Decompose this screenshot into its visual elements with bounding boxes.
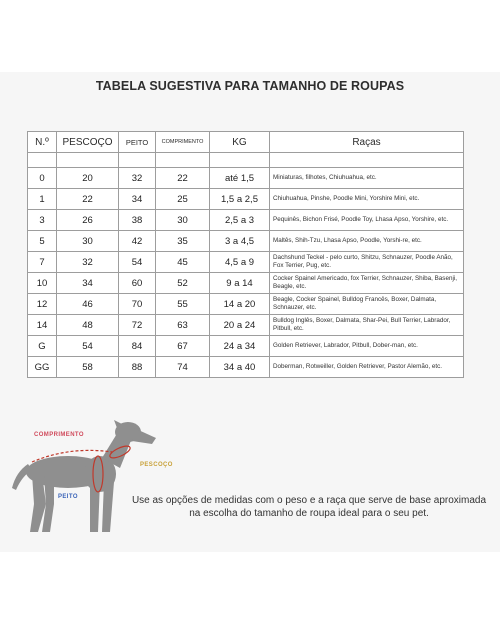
caption-text: Use as opções de medidas com o peso e a raça que serve de base aproximada na escolha do tamanho de roupa ideal para o seu pet. xyxy=(131,495,487,519)
header-comprimento: COMPRIMENTO xyxy=(156,132,210,153)
pescoco-cell: 58 xyxy=(57,357,119,378)
peito-label: PEITO xyxy=(58,494,78,500)
pescoco-cell: 54 xyxy=(57,336,119,357)
pescoco-cell: 22 xyxy=(57,189,119,210)
pescoco-label: PESCOÇO xyxy=(140,462,173,468)
kg-cell: 2,5 a 3 xyxy=(210,210,270,231)
comprimento-cell: 55 xyxy=(156,294,210,315)
racas-cell: Dachshund Teckel - pelo curto, Shitzu, Schnauzer, Poodle Anão, Fox Terrier, Pug, etc. xyxy=(270,252,464,273)
numero-cell: 0 xyxy=(28,168,57,189)
peito-cell: 60 xyxy=(119,273,156,294)
table-header-row xyxy=(28,132,464,153)
pescoco-cell: 48 xyxy=(57,315,119,336)
peito-cell: 88 xyxy=(119,357,156,378)
racas-cell: Cocker Spainel Americado, fox Terrier, Schnauzer, Shiba, Basenji, Beagle, etc. xyxy=(270,273,464,294)
comprimento-cell: 25 xyxy=(156,189,210,210)
racas-cell: Golden Retriever, Labrador, Pitbull, Dober-man, etc. xyxy=(270,336,464,357)
header-racas: Raças xyxy=(270,132,464,153)
header-kg: KG xyxy=(210,132,270,153)
kg-cell: 20 a 24 xyxy=(210,315,270,336)
empty-cell xyxy=(270,153,464,168)
racas-cell: Chiuhuahua, Pinshe, Poodle Mini, Yorshire Mini, etc. xyxy=(270,189,464,210)
table-row xyxy=(28,168,464,189)
peito-cell: 42 xyxy=(119,231,156,252)
pescoco-cell: 20 xyxy=(57,168,119,189)
racas-cell: Doberman, Rotweiller, Golden Retriever, Pastor Alemão, etc. xyxy=(270,357,464,378)
pescoco-cell: 46 xyxy=(57,294,119,315)
table-row xyxy=(28,189,464,210)
racas-cell: Pequinês, Bichon Frisé, Poodle Toy, Lhasa Apso, Yorshire, etc. xyxy=(270,210,464,231)
header-pescoco: PESCOÇO xyxy=(57,132,119,153)
comprimento-cell: 35 xyxy=(156,231,210,252)
kg-cell: 1,5 a 2,5 xyxy=(210,189,270,210)
peito-cell: 72 xyxy=(119,315,156,336)
comprimento-cell: 67 xyxy=(156,336,210,357)
pescoco-cell: 30 xyxy=(57,231,119,252)
pescoco-cell: 32 xyxy=(57,252,119,273)
racas-cell: Bulldog Inglês, Boxer, Dalmata, Shar-Pei, Bull Terrier, Labrador, Pitbull, etc. xyxy=(270,315,464,336)
racas-cell: Beagle, Cocker Spainel, Bulldog Francês, Boxer, Dalmata, Schnauzer, etc. xyxy=(270,294,464,315)
page-title: TABELA SUGESTIVA PARA TAMANHO DE ROUPAS xyxy=(95,79,405,93)
table-row xyxy=(28,336,464,357)
table-spacer-row xyxy=(28,153,464,168)
table-row xyxy=(28,315,464,336)
numero-cell: GG xyxy=(28,357,57,378)
table-row xyxy=(28,294,464,315)
numero-cell: 1 xyxy=(28,189,57,210)
peito-cell: 84 xyxy=(119,336,156,357)
table-row xyxy=(28,273,464,294)
comprimento-label: COMPRIMENTO xyxy=(34,432,84,438)
empty-cell xyxy=(119,153,156,168)
empty-cell xyxy=(28,153,57,168)
kg-cell: 4,5 a 9 xyxy=(210,252,270,273)
peito-cell: 70 xyxy=(119,294,156,315)
numero-cell: 14 xyxy=(28,315,57,336)
peito-cell: 38 xyxy=(119,210,156,231)
comprimento-cell: 30 xyxy=(156,210,210,231)
empty-cell xyxy=(156,153,210,168)
pescoco-cell: 26 xyxy=(57,210,119,231)
comprimento-cell: 22 xyxy=(156,168,210,189)
kg-cell: até 1,5 xyxy=(210,168,270,189)
header-numero: N.º xyxy=(28,132,57,153)
table-row xyxy=(28,252,464,273)
table-row xyxy=(28,231,464,252)
comprimento-cell: 45 xyxy=(156,252,210,273)
racas-cell: Maltês, Shih-Tzu, Lhasa Apso, Poodle, Yorshi-re, etc. xyxy=(270,231,464,252)
table-row xyxy=(28,210,464,231)
comprimento-cell: 52 xyxy=(156,273,210,294)
size-table xyxy=(27,131,464,378)
kg-cell: 14 a 20 xyxy=(210,294,270,315)
pescoco-cell: 34 xyxy=(57,273,119,294)
kg-cell: 9 a 14 xyxy=(210,273,270,294)
peito-cell: 32 xyxy=(119,168,156,189)
numero-cell: 5 xyxy=(28,231,57,252)
kg-cell: 3 a 4,5 xyxy=(210,231,270,252)
numero-cell: 7 xyxy=(28,252,57,273)
peito-cell: 34 xyxy=(119,189,156,210)
numero-cell: G xyxy=(28,336,57,357)
dog-measurement-diagram xyxy=(10,412,173,544)
numero-cell: 10 xyxy=(28,273,57,294)
peito-cell: 54 xyxy=(119,252,156,273)
numero-cell: 12 xyxy=(28,294,57,315)
kg-cell: 24 a 34 xyxy=(210,336,270,357)
empty-cell xyxy=(210,153,270,168)
comprimento-cell: 74 xyxy=(156,357,210,378)
comprimento-cell: 63 xyxy=(156,315,210,336)
header-peito: PEITO xyxy=(119,132,156,153)
numero-cell: 3 xyxy=(28,210,57,231)
empty-cell xyxy=(57,153,119,168)
racas-cell: Miniaturas, filhotes, Chiuhuahua, etc. xyxy=(270,168,464,189)
kg-cell: 34 a 40 xyxy=(210,357,270,378)
table-row xyxy=(28,357,464,378)
